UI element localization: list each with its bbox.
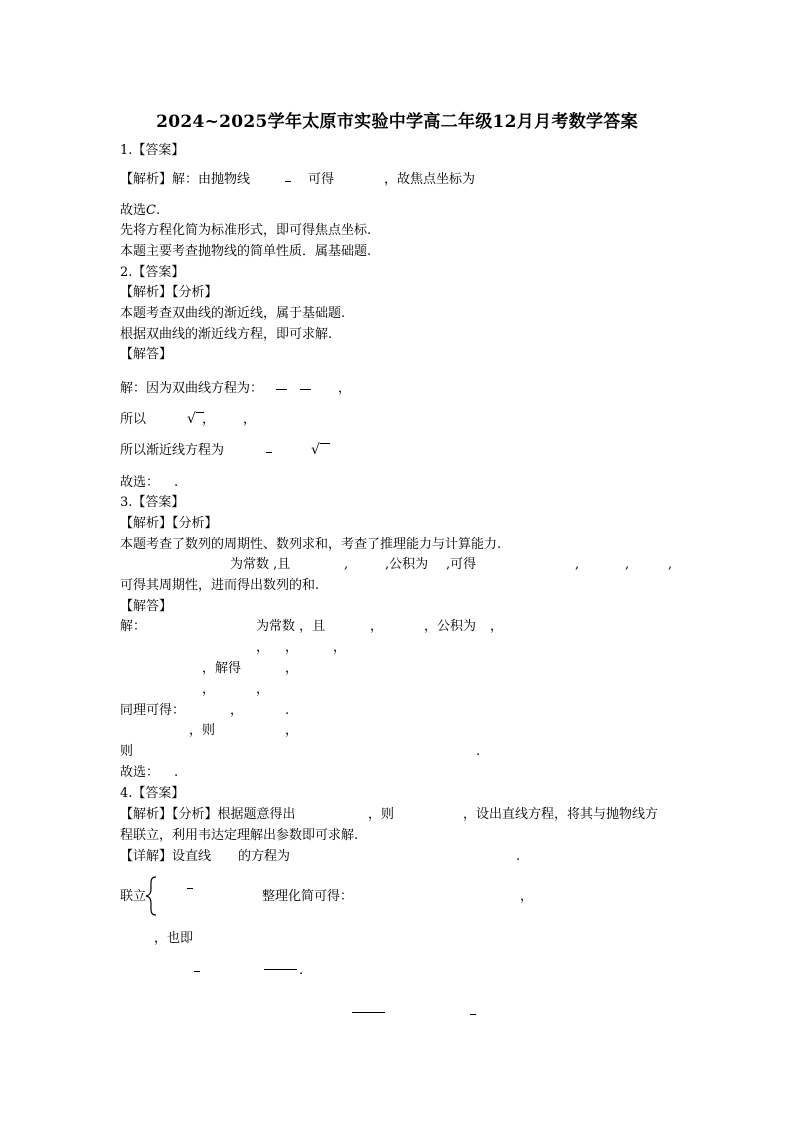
q1-note-2: 本题主要考查抛物线的简单性质．属基础题. [120,244,372,259]
q2-heading: 2.【答案】 [120,265,185,280]
sqrt-sign: √ [311,442,320,458]
q1-analysis [120,171,250,189]
q3-analysis-label: 【解析】【分析】 [120,516,218,531]
answer-page: 2024~2025学年太原市实验中学高二年级12月月考数学答案 1.【答案】 【解析】解：由抛物线 可得 ，故焦点坐标为 故选C. 先将方程化简为标准形式，即可得焦点坐标. 本题主要考查抛物线的简单性质．属基础题. 2.【答案】 【解析】【分析】 本题考查双曲线的渐近线，属于基础题. 根据双曲线的渐近线方程，即可求解. 【解答】 解：因为双曲线方程为： ， 所以 √ ， ， 所以渐近线方程为 √ 故选： . 3.【答案】 【解析】【分析】 本题考查了数列的周期性、数列求和，考查了推理能力与计算能力. 为常数 ,且 , ,公积为 ,可得 , , , 可得其周期性，进而得出数列的和. 【解答】 解： 为常数 ，且 ， ，公积为 ， ， ， ， ，解得 ， ， ， 同理可得： ， . ，则 ， 则 . 故选： . 4.【答案】 【解析】【分析】根据题意得出 ，则 ，设出直线方程，将其与抛物线方 程联立，利用韦达定理解出参数即可求解. 【详解】设直线 的方程为 . 联立 整理化简可得： ， ，也即 . [0,0,794,1123]
q2-step-3: 所以渐近线方程为 [120,443,225,458]
minus-sign [285,181,291,182]
minus-sign [187,888,193,889]
q3-step-7: 则 [120,744,134,759]
q3-step-1: 解： [120,619,147,634]
left-brace [145,876,159,916]
page-title: 2024~2025学年太原市实验中学高二年级12月月考数学答案 [156,112,638,132]
sqrt-sign: √ [187,411,196,427]
fraction-bar [276,389,287,390]
q2-step-2: 所以 [120,412,147,427]
fraction-bar [264,969,297,970]
q3-solution-label: 【解答】 [120,599,173,614]
q1-heading: 1.【答案】 [120,143,185,158]
q1-choice-letter: C [146,203,156,218]
q3-choice: 故选： [120,765,160,780]
q1-note-1: 先将方程化简为标准形式，即可得焦点坐标. [120,223,372,238]
q2-analysis-label: 【解析】【分析】 [120,285,218,300]
minus-sign [194,971,200,972]
q3-note-1: 本题考查了数列的周期性、数列求和，考查了推理能力与计算能力. [120,537,502,552]
minus-sign [470,1014,476,1015]
q2-choice: 故选： [120,475,160,490]
q4-line-5: ，也即 [154,931,194,946]
fraction-bar [352,1012,385,1013]
sqrt-bar [320,443,330,444]
fraction-bar [300,389,311,390]
q2-note-1: 本题考查双曲线的渐近线，属于基础题. [120,306,346,321]
q4-line-4: 联立 [120,889,147,904]
q2-solution-label: 【解答】 [120,347,173,362]
q4-line-2: 程联立，利用韦达定理解出参数即可求解. [120,828,359,843]
minus-sign [266,452,272,453]
q1-focus-text: ，故焦点坐标为 [384,172,476,187]
q4-line-6: . [299,963,304,978]
q3-heading: 3.【答案】 [120,495,185,510]
q2-note-2: 根据双曲线的渐近线方程，即可求解. [120,327,333,342]
q2-step-1: 解：因为双曲线方程为： [120,381,264,396]
q1-analysis-label: 【解析】解：由抛物线 [120,172,251,187]
q4-line-3: 【详解】设直线 [120,849,212,864]
q3-step-5: 同理可得： [120,703,186,718]
q4-heading: 4.【答案】 [120,786,185,801]
q3-note-2: 可得其周期性，进而得出数列的和. [120,578,320,593]
q4-line-1: 【解析】【分析】根据题意得出 [120,807,296,822]
q1-kede: 可得 [308,172,335,187]
q1-choice: 故选C. [120,203,161,218]
